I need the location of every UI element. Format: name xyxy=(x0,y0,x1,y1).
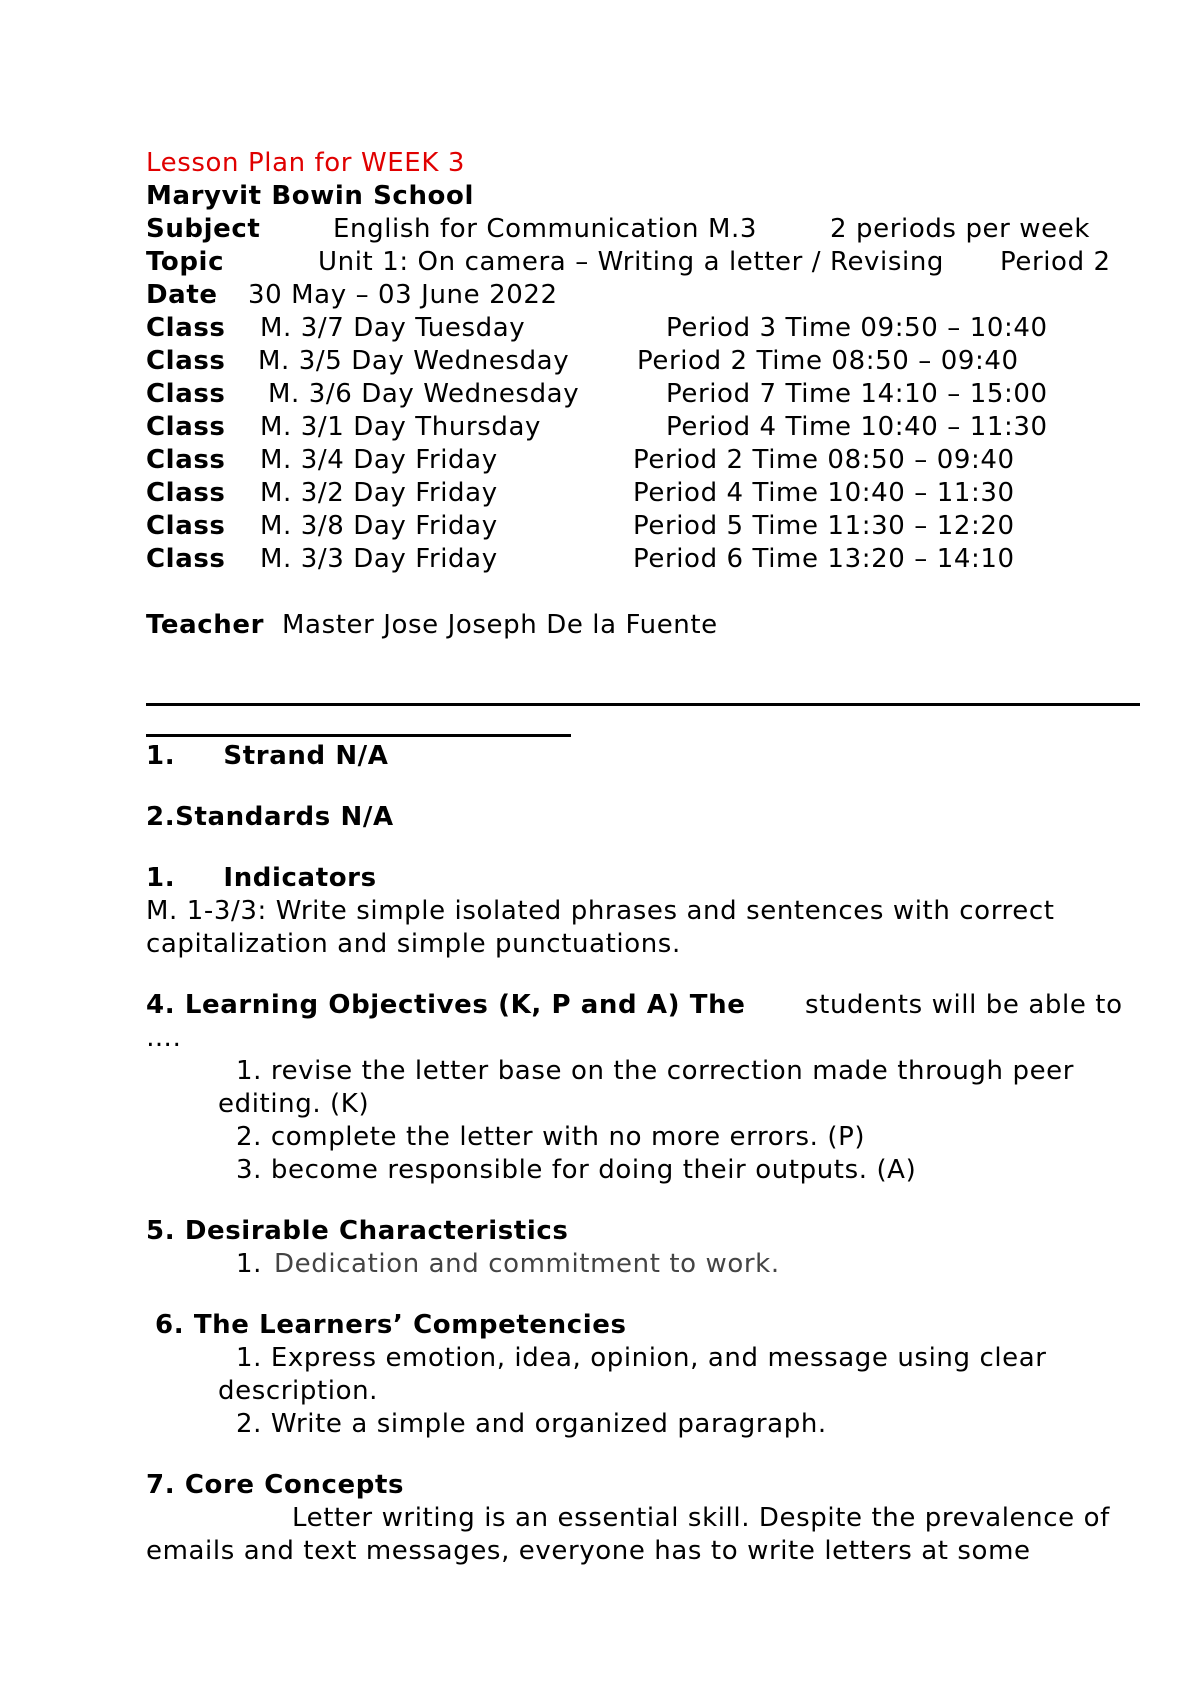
standards-heading: 2.Standards N/A xyxy=(146,802,394,832)
class-label: Class xyxy=(146,544,226,574)
indicators-text-line2: capitalization and simple punctuations. xyxy=(146,929,681,959)
class-label: Class xyxy=(146,379,226,409)
class-period-time: Period 7 Time 14:10 – 15:00 xyxy=(666,379,1048,409)
class-label: Class xyxy=(146,511,226,541)
topic-value: Unit 1: On camera – Writing a letter / Revising xyxy=(318,247,945,277)
objectives-heading: 4. Learning Objectives (K, P and A) The xyxy=(146,990,746,1020)
class-period-time: Period 4 Time 10:40 – 11:30 xyxy=(633,478,1015,508)
date-label: Date xyxy=(146,280,218,310)
lesson-plan-title: Lesson Plan for WEEK 3 xyxy=(146,148,465,178)
class-label: Class xyxy=(146,346,226,376)
core-concepts-line2: emails and text messages, everyone has to write letters at some xyxy=(146,1536,1031,1566)
class-label: Class xyxy=(146,445,226,475)
class-day: M. 3/5 Day Wednesday xyxy=(258,346,570,376)
indicators-text-line1: M. 1-3/3: Write simple isolated phrases and sentences with correct xyxy=(146,896,1055,926)
objectives-intro: students will be able to xyxy=(805,990,1123,1020)
characteristics-heading: 5. Desirable Characteristics xyxy=(146,1216,569,1246)
class-day: M. 3/1 Day Thursday xyxy=(260,412,541,442)
competency-1-line1: 1. Express emotion, idea, opinion, and message using clear xyxy=(236,1343,1047,1373)
class-label: Class xyxy=(146,412,226,442)
objective-1-line2: editing. (K) xyxy=(218,1089,370,1119)
objectives-ellipsis: …. xyxy=(146,1023,182,1053)
class-period-time: Period 3 Time 09:50 – 10:40 xyxy=(666,313,1048,343)
competencies-heading: 6. The Learners’ Competencies xyxy=(155,1310,627,1340)
separator-rule-short xyxy=(146,734,571,737)
core-concepts-heading: 7. Core Concepts xyxy=(146,1470,405,1500)
teacher-name: Master Jose Joseph De la Fuente xyxy=(282,610,718,640)
topic-label: Topic xyxy=(146,247,225,277)
strand-heading: 1. Strand N/A xyxy=(146,741,389,771)
class-label: Class xyxy=(146,313,226,343)
class-label: Class xyxy=(146,478,226,508)
objective-3: 3. become responsible for doing their outputs. (A) xyxy=(236,1155,917,1185)
objective-2: 2. complete the letter with no more errors. (P) xyxy=(236,1122,866,1152)
indicators-heading: 1. Indicators xyxy=(146,863,377,893)
class-period-time: Period 2 Time 08:50 – 09:40 xyxy=(637,346,1019,376)
class-day: M. 3/4 Day Friday xyxy=(260,445,498,475)
class-day: M. 3/3 Day Friday xyxy=(260,544,498,574)
objective-1-line1: 1. revise the letter base on the correction made through peer xyxy=(236,1056,1075,1086)
characteristic-1-text: Dedication and commitment to work. xyxy=(274,1249,780,1279)
class-day: M. 3/6 Day Wednesday xyxy=(268,379,580,409)
periods-per-week: 2 periods per week xyxy=(830,214,1091,244)
class-period-time: Period 2 Time 08:50 – 09:40 xyxy=(633,445,1015,475)
class-day: M. 3/8 Day Friday xyxy=(260,511,498,541)
class-period-time: Period 5 Time 11:30 – 12:20 xyxy=(633,511,1015,541)
class-period-time: Period 6 Time 13:20 – 14:10 xyxy=(633,544,1015,574)
school-name: Maryvit Bowin School xyxy=(146,181,474,211)
class-period-time: Period 4 Time 10:40 – 11:30 xyxy=(666,412,1048,442)
topic-period: Period 2 xyxy=(1000,247,1111,277)
date-value: 30 May – 03 June 2022 xyxy=(248,280,558,310)
core-concepts-line1: Letter writing is an essential skill. Despite the prevalence of xyxy=(292,1503,1110,1533)
subject-value: English for Communication M.3 xyxy=(333,214,757,244)
competency-1-line2: description. xyxy=(218,1376,379,1406)
teacher-label: Teacher xyxy=(146,610,265,640)
class-day: M. 3/7 Day Tuesday xyxy=(260,313,526,343)
characteristic-1-number: 1. xyxy=(236,1249,263,1279)
separator-rule xyxy=(146,703,1140,706)
class-day: M. 3/2 Day Friday xyxy=(260,478,498,508)
competency-2: 2. Write a simple and organized paragraph. xyxy=(236,1409,827,1439)
subject-label: Subject xyxy=(146,214,261,244)
